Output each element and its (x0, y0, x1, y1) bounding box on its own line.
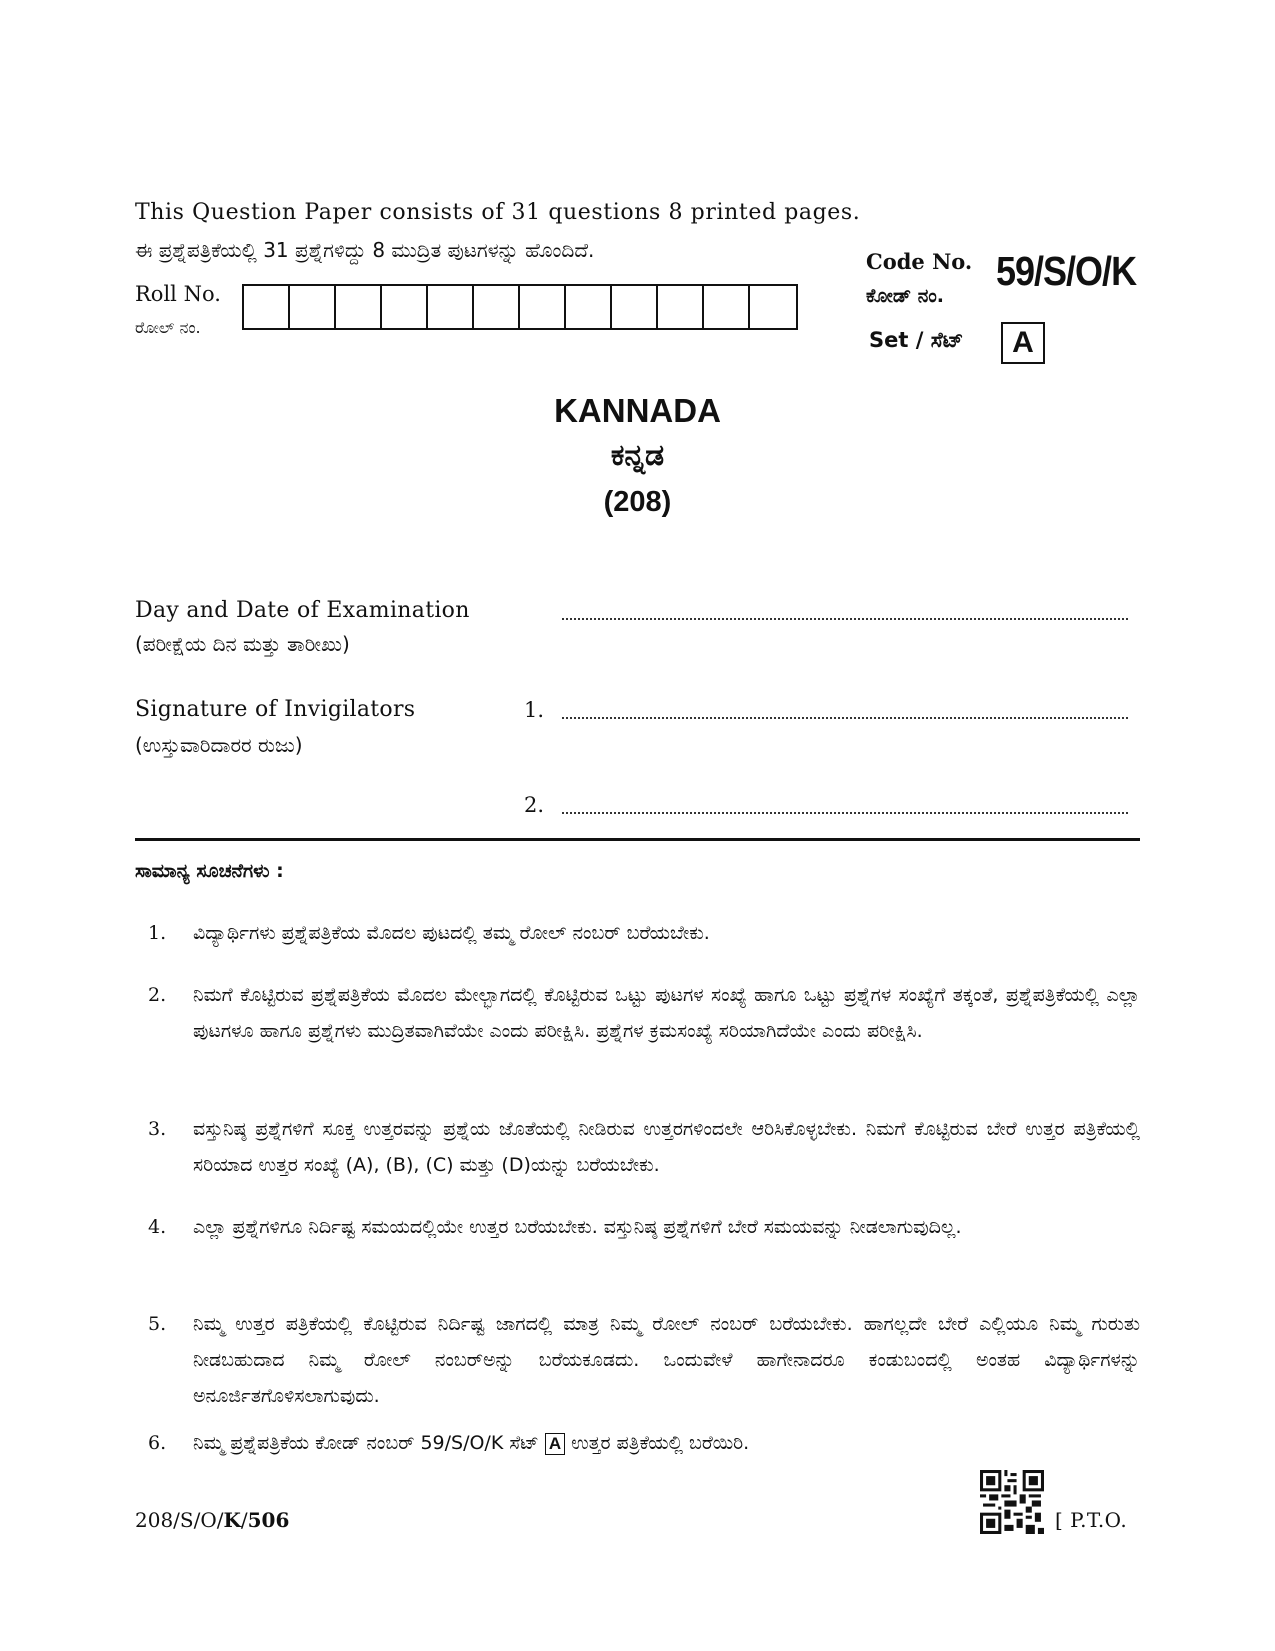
signature-number-2: 2. (524, 793, 545, 817)
instruction-number: 3. (148, 1118, 167, 1140)
signature-number-1: 1. (524, 698, 545, 722)
roll-number-box[interactable] (658, 286, 704, 328)
roll-number-box[interactable] (750, 286, 796, 328)
subject-title-kannada: ಕನ್ನಡ (610, 438, 665, 473)
instruction-number: 2. (148, 984, 167, 1006)
instruction-number: 5. (148, 1313, 167, 1335)
signature-line-2[interactable] (562, 812, 1128, 814)
instruction-text: ನಿಮಗೆ ಕೊಟ್ಟಿರುವ ಪ್ರಶ್ನೆಪತ್ರಿಕೆಯ ಮೊದಲ ಮೇಲ್ಭಾಗದಲ್ಲಿ ಕೊಟ್ಟಿರುವ ಒಟ್ಟು ಪುಟಗಳ ಸಂಖ್ಯೆ ಹಾಗೂ ಒಟ್ಟು ಪ್ರಶ್ನೆಗಳ ಸಂಖ್ಯೆಗೆ ತಕ್ಕಂತೆ, ಪ್ರಶ್ನೆಪತ್ರಿಕೆಯಲ್ಲಿ ಎಲ್ಲಾ ಪುಟಗಳೂ ಹಾಗೂ ಪ್ರಶ್ನೆಗಳು ಮುದ್ರಿತವಾಗಿವೆಯೇ ಎಂದು ಪರೀಕ್ಷಿಸಿ. ಪ್ರಶ್ನೆಗಳ ಕ್ರಮಸಂಖ್ಯೆ ಸರಿಯಾಗಿದೆಯೇ ಎಂದು ಪರೀಕ್ಷಿಸಿ. (193, 984, 1140, 1042)
paper-consists-text: This Question Paper consists of 31 questions 8 printed pages. (135, 200, 861, 225)
subject-title: KANNADA (554, 392, 721, 429)
exam-date-line[interactable] (562, 618, 1128, 620)
roll-number-label-kannada: ರೋಲ್ ನಂ. (135, 318, 201, 337)
set-inline-box: A (545, 1433, 565, 1455)
invigilator-signature-label-kannada: (ಉಸ್ತುವಾರಿದಾರರ ರುಜು) (135, 733, 303, 757)
set-label: Set / ಸೆಟ್ (869, 328, 964, 352)
code-number-label: Code No. (866, 249, 973, 274)
footer-paper-code (135, 1508, 289, 1532)
roll-number-box[interactable] (520, 286, 566, 328)
instruction-item (148, 1209, 1140, 1245)
roll-number-box[interactable] (290, 286, 336, 328)
instruction-text: ವಿದ್ಯಾರ್ಥಿಗಳು ಪ್ರಶ್ನೆಪತ್ರಿಕೆಯ ಮೊದಲ ಪುಟದಲ್ಲಿ ತಮ್ಮ ರೋಲ್ ನಂಬರ್ ಬರೆಯಬೇಕು. (193, 922, 710, 944)
instruction-text: ನಿಮ್ಮ ಉತ್ತರ ಪತ್ರಿಕೆಯಲ್ಲಿ ಕೊಟ್ಟಿರುವ ನಿರ್ದಿಷ್ಟ ಜಾಗದಲ್ಲಿ ಮಾತ್ರ ನಿಮ್ಮ ರೋಲ್ ನಂಬರ್ ಬರೆಯಬೇಕು. ಹಾಗಲ್ಲದೇ ಬೇರೆ ಎಲ್ಲಿಯೂ ನಿಮ್ಮ ಗುರುತು ನೀಡಬಹುದಾದ ನಿಮ್ಮ ರೋಲ್ ನಂಬರ್‌ಅನ್ನು ಬರೆಯಕೂಡದು. ಒಂದುವೇಳೆ ಹಾಗೇನಾದರೂ ಕಂಡುಬಂದಲ್ಲಿ ಅಂತಹ ವಿದ್ಯಾರ್ಥಿಗಳನ್ನು ಅನೂರ್ಜಿತಗೊಳಿಸಲಾಗುವುದು. (193, 1313, 1140, 1407)
footer-code-number: 506 (247, 1508, 290, 1532)
exam-date-label: Day and Date of Examination (135, 598, 470, 623)
roll-number-box[interactable] (336, 286, 382, 328)
roll-number-box[interactable] (244, 286, 290, 328)
roll-number-label: Roll No. (135, 282, 221, 306)
set-value-box: A (1001, 322, 1045, 364)
general-instructions-title: ಸಾಮಾನ್ಯ ಸೂಚನೆಗಳು : (135, 860, 284, 882)
instruction-number: 4. (148, 1216, 167, 1238)
subject-code: (208) (603, 486, 672, 518)
signature-line-1[interactable] (562, 717, 1128, 719)
instruction-item (148, 977, 1140, 1049)
footer-code-k: K (223, 1508, 241, 1532)
roll-number-box[interactable] (612, 286, 658, 328)
roll-number-boxes[interactable] (242, 284, 798, 330)
instruction-text (193, 1425, 1140, 1461)
divider-line (135, 838, 1140, 841)
roll-number-box[interactable] (566, 286, 612, 328)
roll-number-box[interactable] (474, 286, 520, 328)
footer-code-prefix: 208/S/O/ (135, 1508, 224, 1532)
paper-consists-text-kannada: ಈ ಪ್ರಶ್ನೆಪತ್ರಿಕೆಯಲ್ಲಿ 31 ಪ್ರಶ್ನೆಗಳಿದ್ದು 8 ಮುದ್ರಿತ ಪುಟಗಳನ್ನು ಹೊಂದಿದೆ. (135, 238, 595, 262)
invigilator-signature-label: Signature of Invigilators (135, 697, 416, 722)
roll-number-box[interactable] (704, 286, 750, 328)
instruction-item (148, 1306, 1140, 1414)
code-number-value: 59/S/O/K (996, 248, 1137, 294)
instruction-number: 1. (148, 922, 167, 944)
footer-code-separator: / (240, 1508, 248, 1532)
instruction-text: ವಸ್ತುನಿಷ್ಠ ಪ್ರಶ್ನೆಗಳಿಗೆ ಸೂಕ್ತ ಉತ್ತರವನ್ನು ಪ್ರಶ್ನೆಯ ಜೊತೆಯಲ್ಲಿ ನೀಡಿರುವ ಉತ್ತರಗಳಿಂದಲೇ ಆರಿಸಿಕೊಳ್ಳಬೇಕು. ನಿಮಗೆ ಕೊಟ್ಟಿರುವ ಬೇರೆ ಉತ್ತರ ಪತ್ರಿಕೆಯಲ್ಲಿ ಸರಿಯಾದ ಉತ್ತರ ಸಂಖ್ಯೆ (A), (B), (C) ಮತ್ತು (D)ಯನ್ನು ಬರೆಯಬೇಕು. (193, 1118, 1140, 1176)
roll-number-box[interactable] (428, 286, 474, 328)
instruction-text-before: ನಿಮ್ಮ ಪ್ರಶ್ನೆಪತ್ರಿಕೆಯ ಕೋಡ್ ನಂಬರ್ 59/S/O/K ಸೆಟ್ (193, 1432, 539, 1454)
exam-date-label-kannada: (ಪರೀಕ್ಷೆಯ ದಿನ ಮತ್ತು ತಾರೀಖು) (135, 632, 350, 656)
instruction-text: ಎಲ್ಲಾ ಪ್ರಶ್ನೆಗಳಿಗೂ ನಿರ್ದಿಷ್ಟ ಸಮಯದಲ್ಲಿಯೇ ಉತ್ತರ ಬರೆಯಬೇಕು. ವಸ್ತುನಿಷ್ಠ ಪ್ರಶ್ನೆಗಳಿಗೆ ಬೇರೆ ಸಮಯವನ್ನು ನೀಡಲಾಗುವುದಿಲ್ಲ. (193, 1216, 962, 1238)
code-number-label-kannada: ಕೋಡ್ ನಂ. (866, 285, 944, 307)
please-turn-over-text: [ P.T.O. (1055, 1508, 1128, 1532)
roll-number-box[interactable] (382, 286, 428, 328)
instruction-text-after: ಉತ್ತರ ಪತ್ರಿಕೆಯಲ್ಲಿ ಬರೆಯಿರಿ. (571, 1432, 750, 1454)
instruction-item (148, 915, 1140, 951)
instruction-item (148, 1111, 1140, 1183)
instruction-item (148, 1425, 1140, 1461)
instruction-number: 6. (148, 1432, 167, 1454)
qr-code-icon (980, 1470, 1044, 1534)
